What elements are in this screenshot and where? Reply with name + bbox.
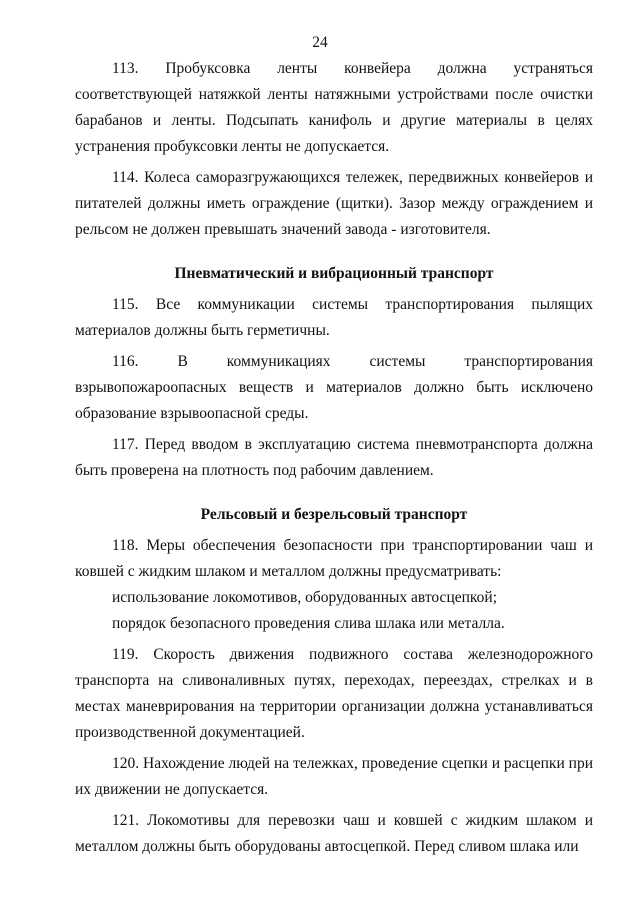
paragraph-121: 121. Локомотивы для перевозки чаш и ковшей с жидким шлаком и металлом должны быть оборудованы автосцепкой. Перед сливом шлака или	[75, 812, 593, 855]
paragraph-118-item-2: порядок безопасного проведения слива шлака или металла.	[112, 615, 505, 632]
paragraph-116: 116. В коммуникациях системы транспортирования взрывопожароопасных веществ и материалов должно быть исключено образование взрывоопасной среды.	[75, 353, 593, 422]
paragraph-118: 118. Меры обеспечения безопасности при транспортировании чаш и ковшей с жидким шлаком и металлом должны предусматривать:	[75, 537, 593, 580]
paragraph-114: 114. Колеса саморазгружающихся тележек, передвижных конвейеров и питателей должны иметь ограждение (щитки). Зазор между ограждением и рельсом не должен превышать значений завода - изготовителя.	[75, 169, 593, 238]
paragraph-120: 120. Нахождение людей на тележках, проведение сцепки и расцепки при их движении не допускается.	[75, 755, 593, 798]
document-body	[75, 56, 593, 860]
paragraph-113: 113. Пробуксовка ленты конвейера должна устраняться соответствующей натяжкой ленты натяжными устройствами после очистки барабанов и ленты. Подсыпать канифоль и другие материалы в целях устранения пробуксовки ленты не допускается.	[75, 60, 593, 155]
section-heading-rail: Рельсовый и безрельсовый транспорт	[200, 506, 468, 523]
paragraph-119: 119. Скорость движения подвижного состава железнодорожного транспорта на сливоналивных путях, переходах, переездах, стрелках и в местах маневрирования на территории организации должна устанавливаться производственной документацией.	[75, 646, 593, 741]
paragraph-117: 117. Перед вводом в эксплуатацию система пневмотранспорта должна быть проверена на плотность под рабочим давлением.	[75, 436, 593, 479]
page-number: 24	[312, 34, 328, 51]
paragraph-118-item-1: использование локомотивов, оборудованных автосцепкой;	[112, 589, 498, 606]
paragraph-115: 115. Все коммуникации системы транспортирования пылящих материалов должны быть герметичны.	[75, 296, 593, 339]
section-heading-pneumatic: Пневматический и вибрационный транспорт	[174, 265, 494, 282]
